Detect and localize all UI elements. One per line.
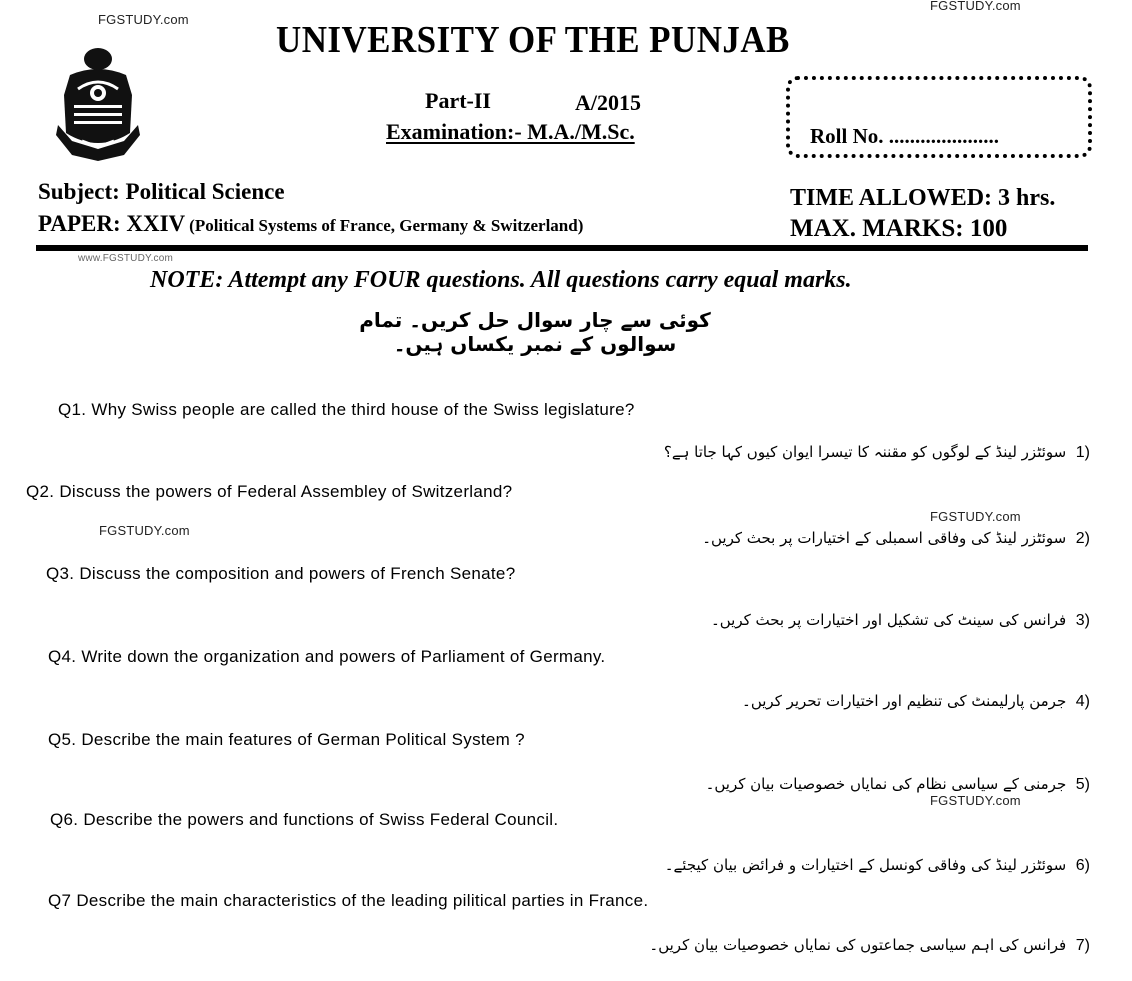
question-6-urdu: 6) سوئٹزر لینڈ کی وفاقی کونسل کے اختیارات و فرائض بیان کیجئے۔ [664,856,1090,874]
paper-label: PAPER: XXIV [38,211,186,236]
examination-label: Examination:- M.A./M.Sc. [386,119,635,144]
question-1: Q1. Why Swiss people are called the third house of the Swiss legislature? [58,400,635,419]
watermark-mid-left: www.FGSTUDY.com [78,253,174,264]
header-divider [36,245,1088,251]
question-1-urdu: 1) سوئٹزر لینڈ کے لوگوں کو مقننہ کا تیسرا ایوان کیوں کہا جاتا ہے؟ [663,443,1090,461]
max-marks: MAX. MARKS: 100 [790,215,1008,242]
note-english: NOTE: Attempt any FOUR questions. All questions carry equal marks. [150,267,852,293]
watermark-q2-left: FGSTUDY.com [99,523,190,538]
question-5: Q5. Describe the main features of German Political System ? [48,730,525,749]
question-5-urdu: 5) جرمنی کے سیاسی نظام کی نمایاں خصوصیات بیان کریں۔ [705,775,1090,793]
watermark-q5-right: FGSTUDY.com [930,793,1021,808]
question-7-urdu: 7) فرانس کی اہم سیاسی جماعتوں کی نمایاں خصوصیات بیان کریں۔ [649,936,1090,954]
question-4-urdu: 4) جرمن پارلیمنٹ کی تنظیم اور اختیارات تحریر کریں۔ [742,692,1090,710]
university-title: UNIVERSITY OF THE PUNJAB [276,19,790,61]
subject-line: Subject: Political Science [38,179,285,204]
roll-number-field: Roll No. ..................... [810,124,999,148]
university-crest-logo [52,45,144,163]
watermark-top-right: FGSTUDY.com [930,0,1021,13]
watermark-top-left: FGSTUDY.com [98,12,189,27]
watermark-q2-right: FGSTUDY.com [930,509,1021,524]
roll-number-box [786,76,1092,158]
question-6: Q6. Describe the powers and functions of Swiss Federal Council. [50,810,559,829]
time-allowed: TIME ALLOWED: 3 hrs. [790,185,1056,211]
question-3: Q3. Discuss the composition and powers of French Senate? [46,564,516,583]
note-urdu: کوئی سے چار سوال حل کریں۔ تمام سوالوں کے نمبر یکساں ہیں۔ [359,308,711,356]
question-7: Q7 Describe the main characteristics of the leading pilitical parties in France. [48,891,649,910]
paper-title: (Political Systems of France, Germany & Switzerland) [189,216,584,235]
crest-icon [52,45,144,163]
question-4: Q4. Write down the organization and powers of Parliament of Germany. [48,647,606,666]
question-3-urdu: 3) فرانس کی سینٹ کی تشکیل اور اختیارات پر بحث کریں۔ [710,611,1090,629]
paper-line [38,211,583,237]
question-2: Q2. Discuss the powers of Federal Assembley of Switzerland? [26,482,513,501]
part-label: Part-II [425,88,491,113]
question-2-urdu: 2) سوئٹزر لینڈ کی وفاقی اسمبلی کے اختیارات پر بحث کریں۔ [702,529,1090,547]
session-label: A/2015 [575,90,641,115]
